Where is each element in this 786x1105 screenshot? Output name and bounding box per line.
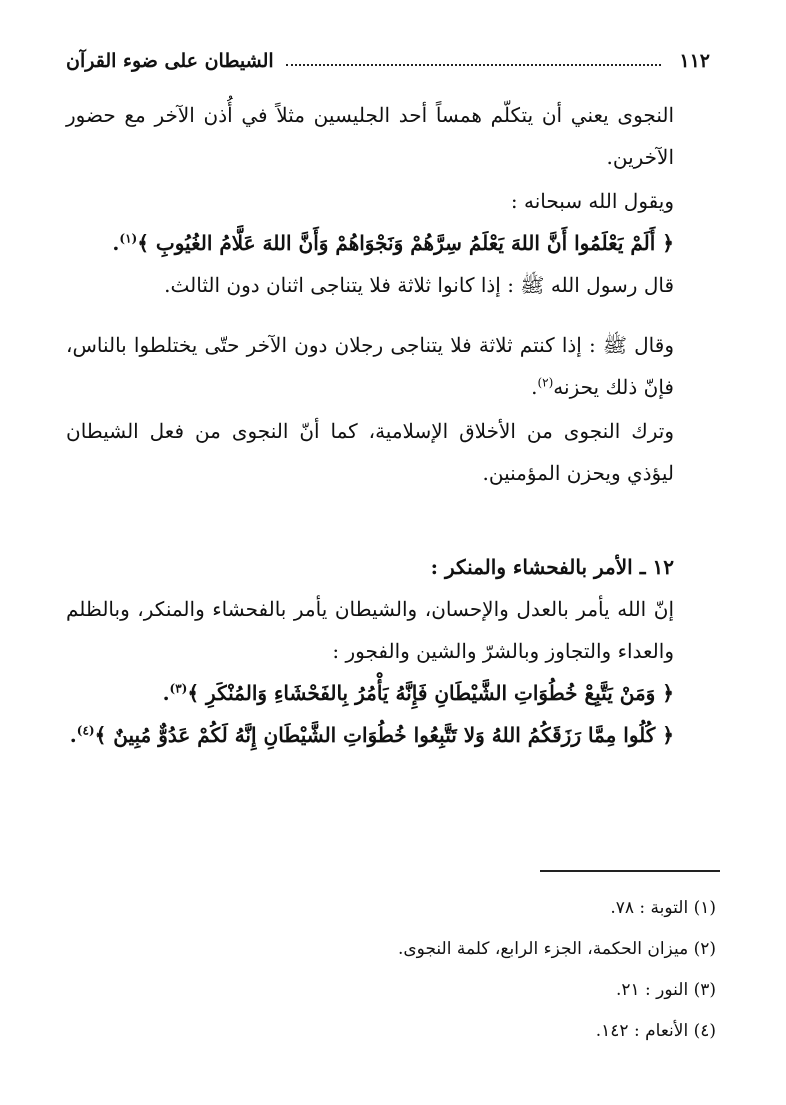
footnote-separator (540, 870, 720, 872)
quran-verse-3: ﴿ كُلُوا مِمَّا رَزَقَكُمُ اللهُ وَلا تَتَّبِعُوا خُطُوَاتِ الشَّيْطَانِ إِنَّهُ لَكُمْ عَدُوٌّ مُبِينٌ ﴾$^{(٤)}$. (69, 723, 674, 747)
paragraph-leaving-najwa: وترك النجوى من الأخلاق الإسلامية، كما أنّ النجوى من فعل الشيطان ليؤذي ويحزن المؤمنين. (66, 419, 674, 485)
footnote-ref-2: (٢) (537, 375, 554, 390)
footnote-ref-4: (٤) (76, 723, 95, 738)
paragraph-hadith-2: وقال ﷺ : إذا كنتم ثلاثة فلا يتناجى رجلان دون الآخر حتّى يختلطوا بالناس، فإنّ ذلك يحزنه$^{(٢)}$. (66, 333, 674, 399)
verse-text: ﴿ أَلَمْ يَعْلَمُوا أَنَّ اللهَ يَعْلَمُ سِرَّهُمْ وَنَجْوَاهُمْ وَأَنَّ اللهَ عَلَّامُ الغُيُوبِ ﴾ (137, 231, 674, 255)
footnote-2: (٢) ميزان الحكمة، الجزء الرابع، كلمة النجوى. (397, 939, 716, 959)
quran-verse-2: ﴿ وَمَنْ يَتَّبِعْ خُطُوَاتِ الشَّيْطَانِ فَإِنَّهُ يَأْمُرُ بِالفَحْشَاءِ وَالمُنْكَرِ ﴾$^{(٣)}$. (162, 681, 674, 705)
footnote-ref-3: (٣) (169, 681, 188, 696)
verse-text: ﴿ وَمَنْ يَتَّبِعْ خُطُوَاتِ الشَّيْطَانِ فَإِنَّهُ يَأْمُرُ بِالفَحْشَاءِ وَالمُنْكَرِ ﴾ (187, 681, 674, 705)
hadith-2-text: وقال ﷺ : إذا كنتم ثلاثة فلا يتناجى رجلان دون الآخر حتّى يختلطوا بالناس، فإنّ ذلك يحزنه (66, 333, 674, 399)
verse-text: ﴿ كُلُوا مِمَّا رَزَقَكُمُ اللهُ وَلا تَتَّبِعُوا خُطُوَاتِ الشَّيْطَانِ إِنَّهُ لَكُمْ عَدُوٌّ مُبِينٌ ﴾ (94, 723, 674, 747)
footnote-3: (٣) النور : ٢١. (615, 980, 716, 1000)
paragraph-hadith-1: قال رسول الله ﷺ : إذا كانوا ثلاثة فلا يتناجى اثنان دون الثالث. (164, 273, 674, 297)
paragraph-najwa-definition: النجوى يعني أن يتكلّم همساً أحد الجليسين مثلاً في أُذن الآخر مع حضور الآخرين. (66, 103, 674, 169)
footnote-ref-1: (١) (119, 231, 138, 246)
main-text-block-2 (66, 180, 720, 306)
paragraph-god-says: ويقول الله سبحانه : (510, 189, 674, 213)
main-text-block-4 (66, 410, 720, 494)
footnotes (66, 888, 716, 1052)
quran-verse-1: ﴿ أَلَمْ يَعْلَمُوا أَنَّ اللهَ يَعْلَمُ سِرَّهُمْ وَنَجْوَاهُمْ وَأَنَّ اللهَ عَلَّامُ الغُيُوبِ ﴾$^{(١)}$. (112, 231, 674, 255)
main-text-block-1 (66, 94, 720, 178)
header-dotted-leader (286, 64, 662, 66)
paragraph-god-commands: إنّ الله يأمر بالعدل والإحسان، والشيطان يأمر بالفحشاء والمنكر، وبالظلم والعداء والتجاوز وبالشرّ والشين والفجور : (66, 597, 674, 663)
page-header (66, 44, 710, 78)
footnote-4: (٤) الأنعام : ١٤٢. (595, 1021, 716, 1041)
page-number: ١١٢ (679, 50, 710, 72)
section-title-12: ١٢ ـ الأمر بالفحشاء والمنكر : (430, 555, 674, 579)
main-text-block-5 (66, 546, 720, 756)
running-title: الشيطان على ضوء القرآن (66, 50, 274, 72)
main-text-block-3 (66, 324, 720, 408)
footnote-1: (١) التوبة : ٧٨. (610, 898, 716, 918)
